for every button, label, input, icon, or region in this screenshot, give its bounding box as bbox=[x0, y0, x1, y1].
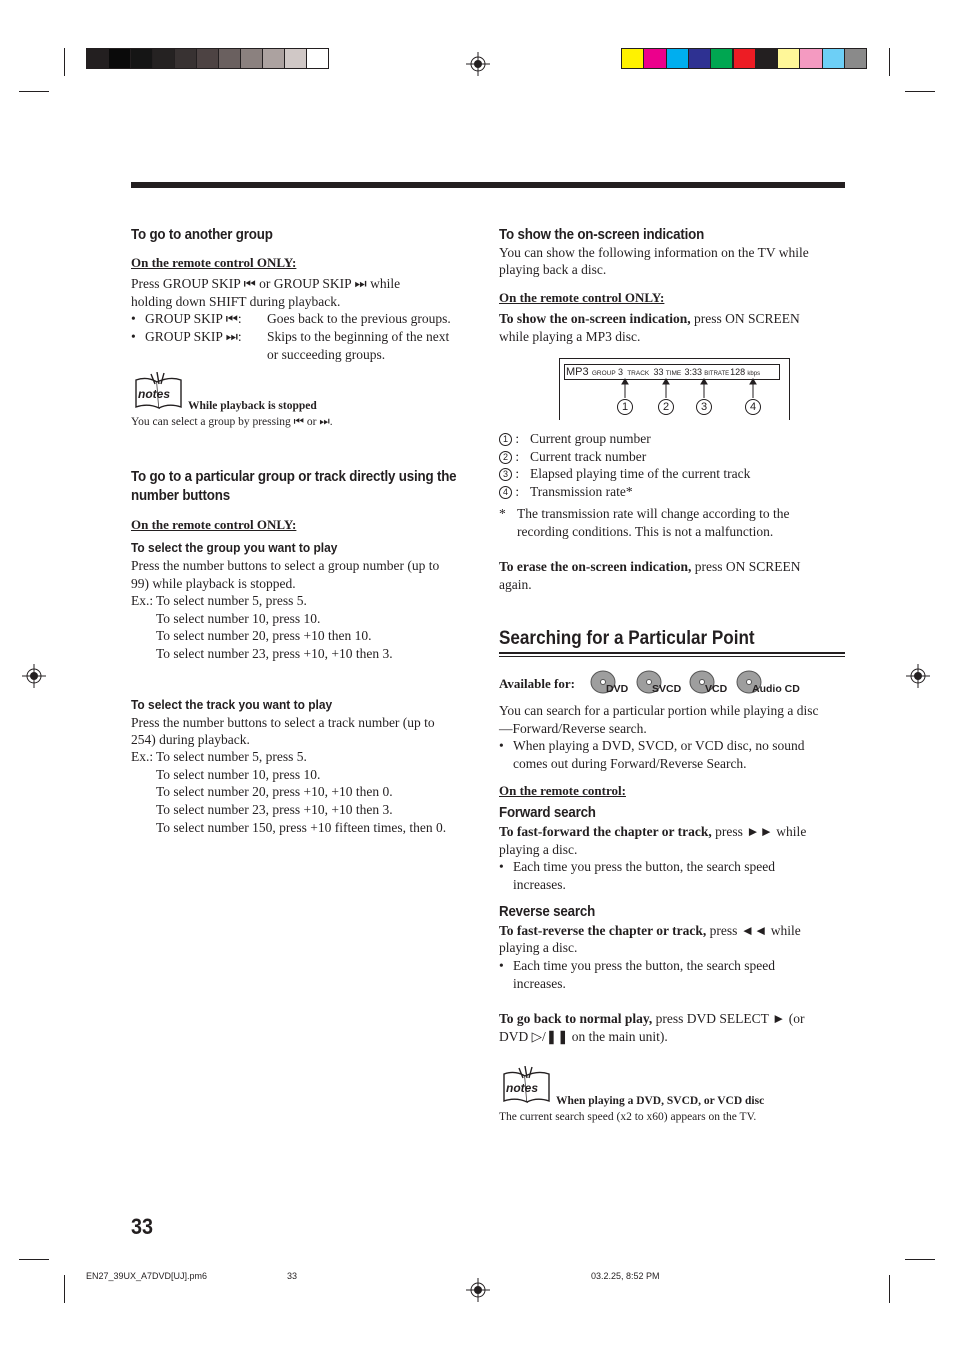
paragraph-line: Press the number buttons to select a track number (up to bbox=[131, 715, 435, 730]
bullet-item: • bbox=[131, 311, 136, 326]
subheading-forward-search: Forward search bbox=[499, 805, 596, 821]
bullet-text: Each time you press the button, the search speed bbox=[513, 958, 776, 973]
color-swatch bbox=[130, 48, 153, 69]
notes-icon bbox=[501, 1066, 553, 1106]
color-swatch bbox=[218, 48, 241, 69]
registration-mark-icon bbox=[22, 664, 46, 688]
footnote-star: * bbox=[499, 506, 506, 521]
bullet-text: or succeeding groups. bbox=[267, 347, 386, 362]
example-line: To select number 20, press +10, +10 then 0. bbox=[156, 784, 393, 799]
osd-bitrate: 128 bbox=[730, 367, 746, 377]
remote-only-label: On the remote control ONLY: bbox=[499, 290, 665, 305]
legend-number: 1 bbox=[499, 433, 512, 446]
example-line: To select number 10, press 10. bbox=[156, 611, 321, 626]
bold-lead: To go back to normal play, bbox=[499, 1011, 653, 1026]
disc-label: VCD bbox=[705, 683, 728, 695]
example-line: To select number 5, press 5. bbox=[156, 593, 307, 608]
callout-number: 1 bbox=[617, 399, 633, 415]
paragraph-line: again. bbox=[499, 577, 532, 592]
text-rest: press ►► while bbox=[711, 824, 807, 839]
bullet-label: GROUP SKIP ⏭: bbox=[145, 329, 242, 344]
registration-mark-icon bbox=[466, 1278, 490, 1302]
paragraph-line: 254) during playback. bbox=[131, 732, 250, 747]
disc-label: Audio CD bbox=[752, 683, 800, 695]
footnote-line: recording conditions. This is not a malfunction. bbox=[517, 524, 774, 539]
subheading-select-group: To select the group you want to play bbox=[131, 540, 338, 555]
note-title: When playing a DVD, SVCD, or VCD disc bbox=[556, 1095, 765, 1107]
trim-mark bbox=[905, 1259, 935, 1260]
paragraph-line bbox=[499, 310, 800, 328]
remote-only-label: On the remote control ONLY: bbox=[131, 517, 297, 532]
paragraph-line bbox=[499, 922, 801, 940]
page-number: 33 bbox=[131, 1214, 154, 1239]
section-heading-onscreen: To show the on-screen indication bbox=[499, 227, 705, 243]
subheading-reverse-search: Reverse search bbox=[499, 904, 596, 920]
color-swatch bbox=[262, 48, 285, 69]
example-label: Ex.: bbox=[131, 749, 154, 764]
color-swatch bbox=[844, 48, 867, 69]
bullet-text: When playing a DVD, SVCD, or VCD disc, no sound bbox=[513, 738, 805, 753]
osd-time-label: TIME bbox=[665, 370, 682, 377]
color-swatch bbox=[777, 48, 800, 69]
section-heading-direct-select-cont: number buttons bbox=[131, 488, 230, 504]
bullet-text: Each time you press the button, the search speed bbox=[513, 859, 776, 874]
legend-text: Current group number bbox=[530, 431, 651, 446]
paragraph-line: You can show the following information on the TV while bbox=[499, 245, 809, 260]
subheading-select-track: To select the track you want to play bbox=[131, 697, 333, 712]
trim-mark bbox=[905, 91, 935, 92]
trim-mark bbox=[19, 91, 49, 92]
bullet-item: • bbox=[499, 738, 504, 753]
bold-lead: To show the on-screen indication, bbox=[499, 311, 691, 326]
bullet-text: increases. bbox=[513, 877, 566, 892]
bullet-label: GROUP SKIP ⏮: bbox=[145, 311, 242, 326]
available-for-label: Available for: bbox=[499, 676, 575, 691]
legend-item: 4 : bbox=[499, 483, 519, 501]
disc-label: SVCD bbox=[652, 683, 682, 695]
paragraph-line bbox=[499, 823, 806, 841]
paragraph-line: playing a disc. bbox=[499, 940, 578, 955]
example-label: Ex.: bbox=[131, 593, 154, 608]
example-line: To select number 10, press 10. bbox=[156, 767, 321, 782]
section-heading-direct-select: To go to a particular group or track directly using the bbox=[131, 469, 457, 485]
callout-number: 4 bbox=[745, 399, 761, 415]
color-swatch bbox=[196, 48, 219, 69]
legend-number: 4 bbox=[499, 486, 512, 499]
legend-item: 1 : bbox=[499, 430, 519, 448]
color-swatch bbox=[755, 48, 778, 69]
legend-text: Current track number bbox=[530, 449, 647, 464]
footer-page: 33 bbox=[287, 1271, 298, 1281]
paragraph-line bbox=[499, 1010, 805, 1028]
osd-time: 3:33 bbox=[684, 367, 702, 377]
notes-label: notes bbox=[506, 1081, 539, 1095]
footer-filename: EN27_39UX_A7DVD[UJ].pm6 bbox=[86, 1271, 208, 1281]
paragraph-line bbox=[499, 558, 801, 576]
paragraph-line: holding down SHIFT during playback. bbox=[131, 294, 341, 309]
trim-mark bbox=[64, 48, 65, 76]
example-line: To select number 23, press +10, +10 then 3. bbox=[156, 646, 393, 661]
callout-number: 3 bbox=[696, 399, 712, 415]
bullet-text: Skips to the beginning of the next bbox=[267, 329, 450, 344]
color-swatch bbox=[86, 48, 109, 69]
legend-item: 2 : bbox=[499, 448, 519, 466]
color-swatch bbox=[621, 48, 644, 69]
color-swatch bbox=[108, 48, 131, 69]
note-text: The current search speed (x2 to x60) appears on the TV. bbox=[499, 1111, 757, 1123]
title-rule bbox=[499, 652, 845, 654]
bullet-text: comes out during Forward/Reverse Search. bbox=[513, 756, 747, 771]
note-title: While playback is stopped bbox=[188, 400, 317, 412]
legend-number: 2 bbox=[499, 451, 512, 464]
color-swatch bbox=[710, 48, 733, 69]
paragraph-line: DVD ▷/❚❚ on the main unit). bbox=[499, 1029, 668, 1044]
notes-label: notes bbox=[138, 387, 171, 401]
legend-item: 3 : bbox=[499, 465, 519, 483]
text-rest: press ◄◄ while bbox=[706, 923, 801, 938]
color-swatch bbox=[152, 48, 175, 69]
example-line: To select number 20, press +10 then 10. bbox=[156, 628, 372, 643]
osd-bitrate-label: BITRATE bbox=[704, 371, 730, 377]
example-line: To select number 23, press +10, +10 then 3. bbox=[156, 802, 393, 817]
color-swatch bbox=[306, 48, 329, 69]
remote-only-label: On the remote control ONLY: bbox=[131, 255, 297, 270]
paragraph-line: —Forward/Reverse search. bbox=[499, 721, 647, 736]
bold-lead: To fast-forward the chapter or track, bbox=[499, 824, 712, 839]
footnote-line: The transmission rate will change according to the bbox=[517, 506, 790, 521]
color-swatch bbox=[174, 48, 197, 69]
osd-group-label: GROUP bbox=[591, 370, 616, 377]
color-swatch bbox=[643, 48, 666, 69]
callout-number: 2 bbox=[658, 399, 674, 415]
paragraph-line: while playing a MP3 disc. bbox=[499, 329, 641, 344]
trim-mark bbox=[889, 1275, 890, 1303]
color-swatch bbox=[822, 48, 845, 69]
example-line: To select number 150, press +10 fifteen times, then 0. bbox=[156, 820, 447, 835]
registration-mark-icon bbox=[466, 52, 490, 76]
bold-lead: To fast-reverse the chapter or track, bbox=[499, 923, 707, 938]
trim-mark bbox=[19, 1259, 49, 1260]
osd-track-label: TRACK bbox=[627, 370, 650, 377]
legend-text: Elapsed playing time of the current track bbox=[530, 466, 751, 481]
osd-kbps: kbps bbox=[747, 371, 761, 377]
color-swatch bbox=[799, 48, 822, 69]
notes-icon bbox=[133, 372, 185, 412]
paragraph-line: playing a disc. bbox=[499, 842, 578, 857]
bullet-item: • bbox=[499, 859, 504, 874]
bullet-text: Goes back to the previous groups. bbox=[267, 311, 451, 326]
remote-label: On the remote control: bbox=[499, 783, 626, 798]
trim-mark bbox=[64, 1275, 65, 1303]
color-swatch bbox=[666, 48, 689, 69]
legend-text: Transmission rate* bbox=[530, 484, 633, 499]
osd-mp3: MP3 bbox=[566, 366, 589, 378]
color-swatch bbox=[284, 48, 307, 69]
paragraph-line: Press GROUP SKIP ⏮ or GROUP SKIP ⏭ while bbox=[131, 276, 401, 291]
title-rule bbox=[499, 656, 845, 657]
text-rest: press DVD SELECT ► (or bbox=[652, 1011, 805, 1026]
bullet-text: increases. bbox=[513, 976, 566, 991]
text-rest: press ON SCREEN bbox=[691, 559, 801, 574]
color-swatch bbox=[688, 48, 711, 69]
color-swatch bbox=[733, 48, 756, 69]
paragraph-line: playing back a disc. bbox=[499, 262, 607, 277]
header-rule bbox=[131, 182, 845, 188]
bullet-item: • bbox=[131, 329, 136, 344]
bullet-item: • bbox=[499, 958, 504, 973]
osd-track: 33 bbox=[653, 367, 664, 377]
trim-mark bbox=[889, 48, 890, 76]
note-text: You can select a group by pressing ⏮ or ⏭. bbox=[131, 416, 333, 428]
section-title-searching: Searching for a Particular Point bbox=[499, 628, 755, 649]
legend-number: 3 bbox=[499, 468, 512, 481]
osd-group: 3 bbox=[617, 367, 623, 377]
paragraph-line: Press the number buttons to select a group number (up to bbox=[131, 558, 440, 573]
callout-arrows bbox=[559, 378, 790, 400]
example-line: To select number 5, press 5. bbox=[156, 749, 307, 764]
disc-label: DVD bbox=[606, 683, 629, 695]
text-rest: press ON SCREEN bbox=[690, 311, 800, 326]
color-swatch bbox=[240, 48, 263, 69]
registration-mark-icon bbox=[906, 664, 930, 688]
paragraph-line: You can search for a particular portion while playing a disc bbox=[499, 703, 819, 718]
bold-lead: To erase the on-screen indication, bbox=[499, 559, 692, 574]
paragraph-line: 99) while playback is stopped. bbox=[131, 576, 296, 591]
footer-date: 03.2.25, 8:52 PM bbox=[591, 1271, 660, 1281]
section-heading-another-group: To go to another group bbox=[131, 227, 273, 243]
